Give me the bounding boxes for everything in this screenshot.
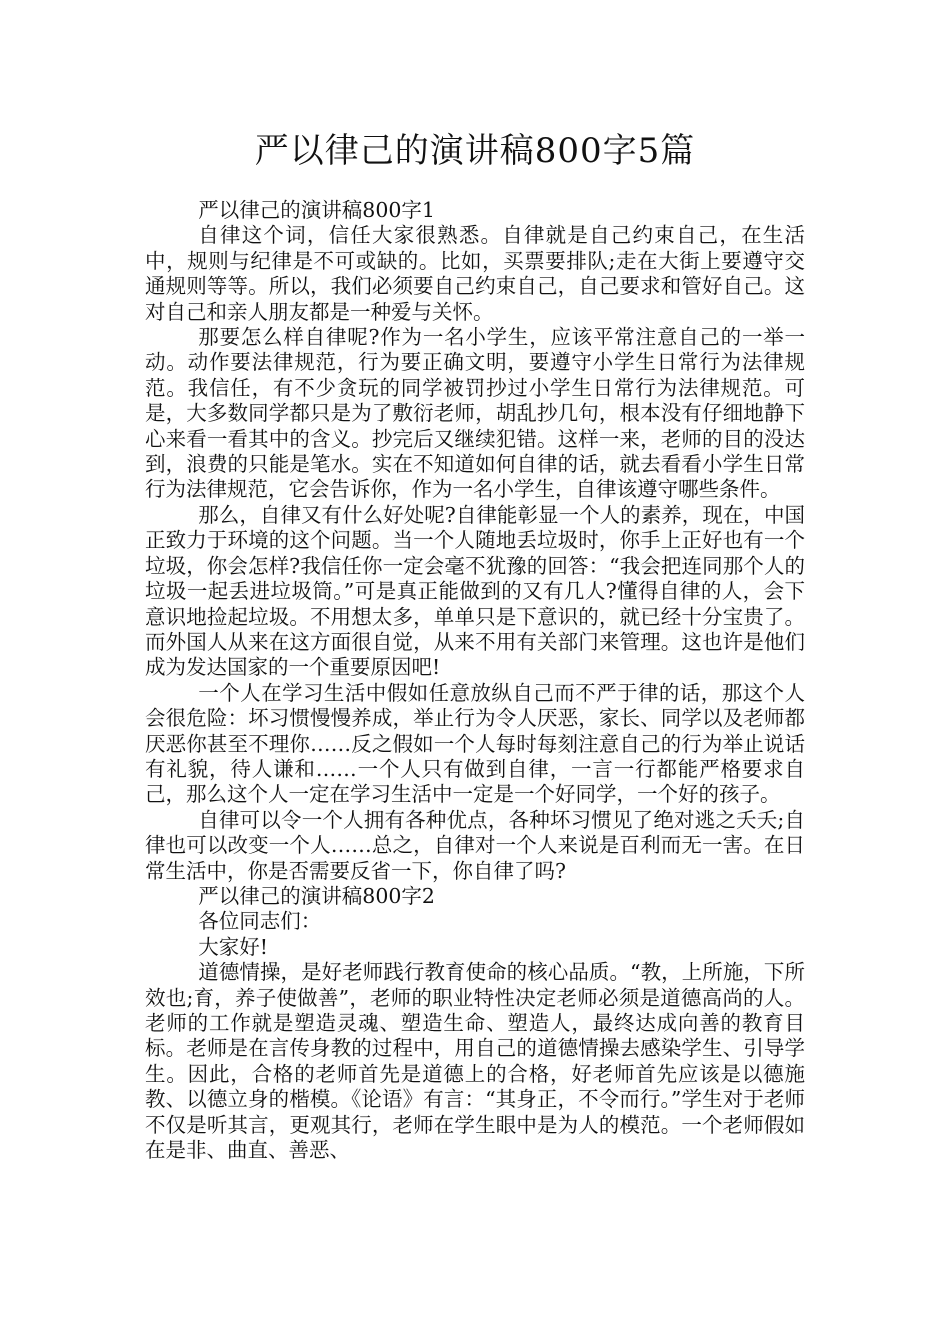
section-heading-2: 严以律己的演讲稿800字2 — [198, 883, 435, 908]
paragraph: 自律这个词，信任大家很熟悉。自律就是自己约束自己，在生活中，规则与纪律是不可或缺的。比如，买票要排队;走在大街上要遵守交通规则等等。所以，我们必须要自己约束自己，自己要求和管好自己。这对自己和亲人朋友都是一种爱与关怀。 — [145, 223, 805, 324]
paragraph: 那要怎么样自律呢?作为一名小学生，应该平常注意自己的一举一动。动作要法律规范，行为要正确文明，要遵守小学生日常行为法律规范。我信任，有不少贪玩的同学被罚抄过小学生日常行为法律规范。可是，大多数同学都只是为了敷衍老师，胡乱抄几句，根本没有仔细地静下心来看一看其中的含义。抄完后又继续犯错。这样一来，老师的目的没达到，浪费的只能是笔水。实在不知道如何自律的话，就去看看小学生日常行为法律规范，它会告诉你，作为一名小学生，自律该遵守哪些条件。 — [145, 325, 805, 502]
paragraph: 自律可以令一个人拥有各种优点，各种坏习惯见了绝对逃之夭夭;自律也可以改变一个人……总之，自律对一个人来说是百利而无一害。在日常生活中，你是否需要反省一下，你自律了吗? — [145, 807, 805, 883]
paragraph: 那么，自律又有什么好处呢?自律能彰显一个人的素养，现在，中国正致力于环境的这个问题。当一个人随地丢垃圾时，你手上正好也有一个垃圾，你会怎样?我信任你一定会毫不犹豫的回答：“我会把连同那个人的垃圾一起丢进垃圾筒。”可是真正能做到的又有几人?懂得自律的人，会下意识地捡起垃圾。不用想太多，单单只是下意识的，就已经十分宝贵了。而外国人从来在这方面很自觉，从来不用有关部门来管理。这也许是他们成为发达国家的一个重要原因吧! — [145, 502, 805, 680]
paragraph: 道德情操，是好老师践行教育使命的核心品质。“教，上所施，下所效也;育，养子使做善”，老师的职业特性决定老师必须是道德高尚的人。老师的工作就是塑造灵魂、塑造生命、塑造人，最终达成向善的教育目标。老师是在言传身教的过程中，用自己的道德情操去感染学生、引导学生。因此，合格的老师首先是道德上的合格，好老师首先应该是以德施教、以德立身的楷模。《论语》有言：“其身正，不令而行。”学生对于老师不仅是听其言，更观其行，老师在学生眼中是为人的模范。一个老师假如在是非、曲直、善恶、 — [145, 960, 805, 1163]
salutation: 各位同志们： — [198, 909, 322, 934]
document-title: 严以律己的演讲稿800字5篇 — [254, 131, 696, 171]
document-body — [145, 198, 805, 1163]
greeting: 大家好! — [198, 934, 269, 959]
paragraph: 一个人在学习生活中假如任意放纵自己而不严于律的话，那这个人会很危险：坏习惯慢慢养成，举止行为令人厌恶，家长、同学以及老师都厌恶你甚至不理你……反之假如一个人每时每刻注意自己的行为举止说话有礼貌，待人谦和……一个人只有做到自律，一言一行都能严格要求自己，那么这个人一定在学习生活中一定是一个好同学，一个好的孩子。 — [145, 680, 805, 807]
section-heading-1: 严以律己的演讲稿800字1 — [198, 198, 435, 222]
